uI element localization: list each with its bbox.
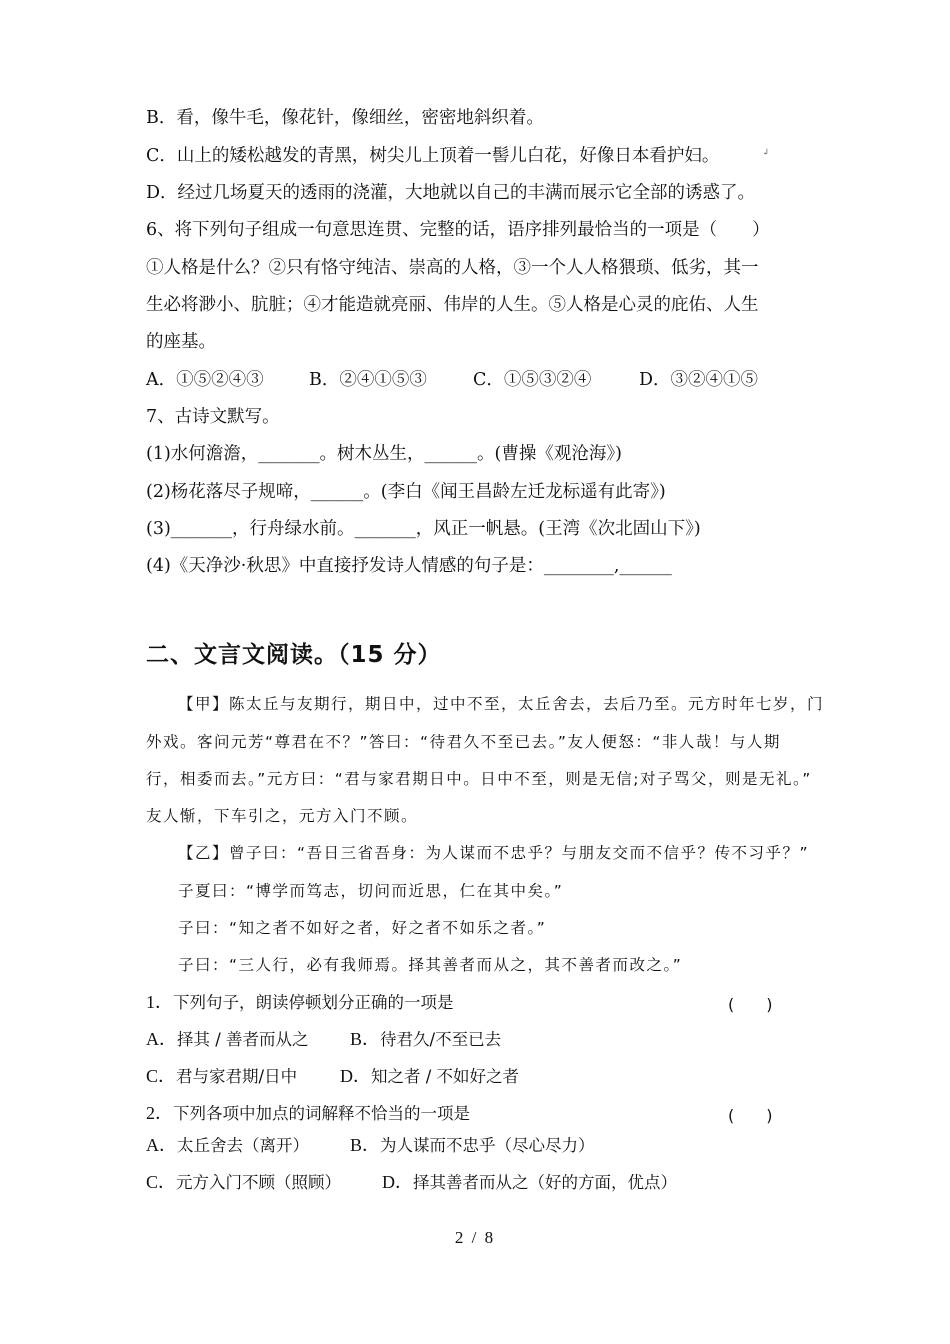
question-text: 下列各项中加点的词解释不恰当的一项是: [173, 1104, 470, 1123]
q5-option-b: B．看，像牛毛，像花针，像细丝，密密地斜织着。: [146, 108, 544, 128]
q1-option-a: [146, 1028, 309, 1051]
q6-text-line: ①人格是什么？②只有恪守纯洁、崇高的人格，③一个人人格猥琐、低劣，其一: [146, 258, 759, 278]
option-letter: D．: [340, 1066, 371, 1086]
q6-stem: 6、将下列句子组成一句意思连贯、完整的话，语序排列最恰当的一项是（ ）: [146, 220, 770, 240]
q6-option-b: B．②④①⑤③: [309, 370, 427, 390]
passage-jia-line: 友人惭，下车引之，元方入门不顾。: [146, 807, 419, 825]
page-number: 2 / 8: [454, 1228, 496, 1247]
option-text: 君与家君期/日中: [176, 1067, 298, 1086]
paragraph-mark-icon: ↲: [762, 148, 770, 158]
q6-text-line: 的座基。: [146, 332, 216, 352]
q7-stem: 7、古诗文默写。: [146, 407, 280, 427]
q2-option-c: [146, 1171, 341, 1194]
option-text: 太丘舍去（离开）: [177, 1136, 309, 1155]
q6-option-c: C．①⑤③②④: [473, 370, 592, 390]
option-text: 知之者 / 不如好之者: [371, 1067, 520, 1086]
question-number: 2．: [146, 1103, 173, 1123]
q1-option-c: [146, 1065, 297, 1088]
q6-option-a: A．①⑤②④③: [146, 370, 264, 390]
option-letter: A．: [146, 1029, 177, 1049]
passage-jia-line: 【甲】陈太丘与友期行，期日中，过中不至，太丘舍去，去后乃至。元方时年七岁，门: [178, 695, 825, 713]
question-1-stem: [146, 991, 454, 1014]
option-letter: B．: [350, 1135, 381, 1155]
question-number: 1．: [146, 992, 173, 1012]
question-2-stem: [146, 1102, 470, 1125]
option-letter: D．: [382, 1172, 413, 1192]
section-heading: 二、文言文阅读。（15 分）: [146, 642, 442, 668]
option-letter: C．: [146, 1172, 177, 1192]
q6-text-line: 生必将渺小、肮脏；④才能造就亮丽、伟岸的人生。⑤人格是心灵的庇佑、人生: [146, 295, 759, 315]
q7-item-1: (1)水何澹澹，_______。树木丛生，______。(曹操《观沧海》): [146, 444, 622, 464]
option-letter: B．: [350, 1029, 381, 1049]
option-text: 待君久/不至已去: [380, 1030, 502, 1049]
q1-option-d: [340, 1065, 519, 1088]
answer-parentheses: ( ): [728, 1106, 773, 1125]
q2-option-d: [382, 1171, 677, 1194]
q1-option-b: [350, 1028, 501, 1051]
option-text: 为人谋而不忠乎（尽心尽力）: [380, 1136, 595, 1155]
option-text: 择其 / 善者而从之: [177, 1030, 309, 1049]
passage-yi-line: 子夏曰：“博学而笃志，切问而近思，仁在其中矣。”: [178, 882, 564, 900]
passage-jia-line: 行，相委而去。”元方曰：“君与家君期日中。日中不至，则是无信;对子骂父，则是无礼。”: [146, 770, 812, 788]
option-letter: A．: [146, 1135, 177, 1155]
answer-parentheses: ( ): [728, 995, 773, 1014]
option-text: 择其善者而从之（好的方面，优点）: [413, 1173, 677, 1192]
q2-option-a: [146, 1134, 309, 1157]
question-text: 下列句子，朗读停顿划分正确的一项是: [173, 993, 454, 1012]
passage-yi-line: 【乙】曾子曰：“吾日三省吾身：为人谋而不忠乎？与朋友交而不信乎？传不习乎？”: [178, 844, 810, 862]
option-letter: C．: [146, 1066, 177, 1086]
option-text: 元方入门不顾（照顾）: [176, 1173, 342, 1192]
q5-option-c: C．山上的矮松越发的青黑，树尖儿上顶着一髻儿白花，好像日本看护妇。: [146, 146, 720, 166]
q6-option-d: D．③②④①⑤: [639, 370, 759, 390]
passage-jia-line: 外戏。客问元芳“尊君在不？”答曰：“待君久不至已去。”友人便怒：“非人哉！与人期: [146, 733, 781, 751]
q2-option-b: [350, 1134, 595, 1157]
passage-yi-line: 子曰：“知之者不如好之者，好之者不如乐之者。”: [178, 919, 547, 937]
q7-item-4: (4)《天净沙·秋思》中直接抒发诗人情感的句子是：________,______: [146, 556, 672, 576]
q7-item-2: (2)杨花落尽子规啼，______。(李白《闻王昌龄左迁龙标遥有此寄》): [146, 482, 666, 502]
q7-item-3: (3)_______，行舟绿水前。_______，风正一帆悬。(王湾《次北固山下》): [146, 519, 701, 539]
passage-yi-line: 子曰：“三人行，必有我师焉。择其善者而从之，其不善者而改之。”: [178, 956, 683, 974]
q5-option-d: D．经过几场夏天的透雨的浇灌，大地就以自己的丰满而展示它全部的诱惑了。: [146, 183, 756, 203]
